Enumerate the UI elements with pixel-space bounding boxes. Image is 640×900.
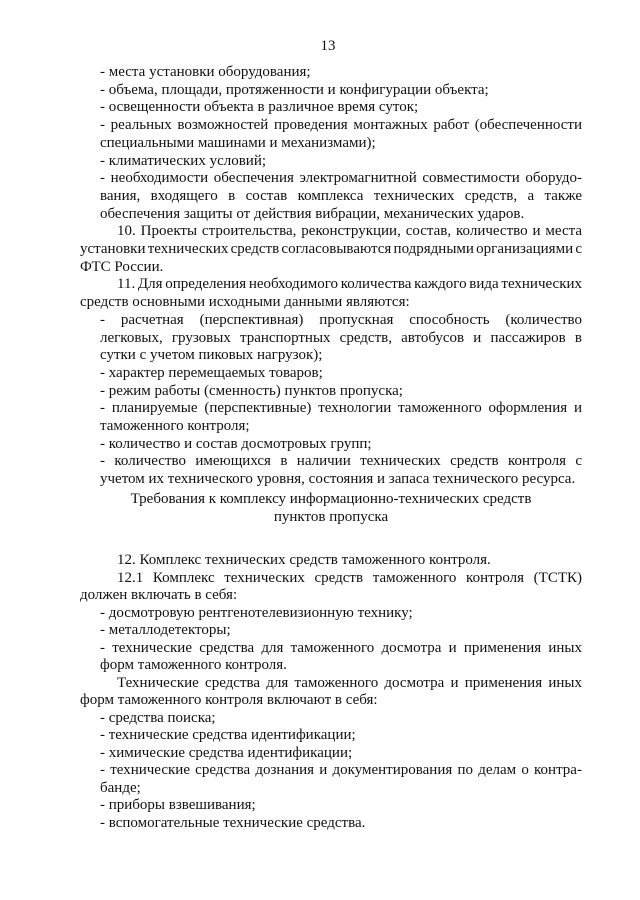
text-line: - освещенности объекта в различное время суток;: [100, 99, 419, 116]
text-line: средств основными исходными данными являются:: [80, 294, 410, 311]
text-line: ФТС России.: [80, 258, 164, 275]
text-line: - вспомогательные технические средства.: [100, 814, 366, 831]
text-line: - досмотровую рентгенотелевизионную технику;: [100, 604, 413, 621]
section-heading-line-2: пунктов пропуска: [273, 509, 389, 525]
text-line: - технические средства для таможенного досмотра и применения иных: [100, 639, 583, 656]
text-line: 10. Проекты строительства, реконструкции, состав, количество и места: [117, 223, 583, 240]
text-line: - химические средства идентификации;: [100, 744, 353, 761]
text-line: 12. Комплекс технических средств таможенного контроля.: [117, 552, 491, 568]
text-line: - характер перемещаемых товаров;: [100, 364, 323, 381]
text-line: форм таможенного контроля включают в себя:: [80, 692, 378, 708]
text-line: вания, входящего в состав комплекса технических средств, а также: [100, 187, 583, 204]
text-line: легковых, грузовых транспортных средств, автобусов и пассажиров в: [100, 329, 582, 346]
text-line: 11. Для определения необходимого количества каждого вида технических: [117, 276, 583, 293]
text-line: форм таможенного контроля.: [100, 657, 287, 673]
text-line: - технические средства идентификации;: [100, 727, 356, 743]
text-line: должен включать в себя:: [80, 587, 238, 603]
text-line: - места установки оборудования;: [100, 64, 311, 80]
text-line: специальными машинами и механизмами);: [100, 134, 376, 151]
text-line: - необходимости обеспечения электромагнитной совместимости оборудо-: [100, 170, 582, 187]
text-line: - реальных возможностей проведения монтажных работ (обеспеченности: [100, 117, 582, 134]
section-heading-line-1: Требования к комплексу информационно-технических средств: [130, 491, 532, 507]
text-line: - приборы взвешивания;: [100, 797, 256, 813]
text-line: - планируемые (перспективные) технологии таможенного оформления и: [100, 400, 582, 417]
text-line: установки технических средств согласовываются подрядными организациями с: [80, 241, 583, 257]
text-line: - металлодетекторы;: [100, 622, 231, 638]
text-line: обеспечения защиты от действия вибрации, механических ударов.: [100, 205, 525, 222]
text-line: - объема, площади, протяженности и конфигурации объекта;: [100, 81, 489, 98]
text-line: - технические средства дознания и документирования по делам о контра-: [100, 762, 582, 778]
text-line: - средства поиска;: [100, 709, 216, 726]
text-line: - расчетная (перспективная) пропускная способность (количество: [100, 311, 583, 328]
text-line: - климатических условий;: [100, 152, 267, 169]
text-line: - количество имеющихся в наличии технических средств контроля с: [100, 453, 583, 470]
text-line: - количество и состав досмотровых групп;: [100, 435, 372, 452]
text-line: сутки с учетом пиковых нагрузок);: [100, 347, 323, 364]
page-number: 13: [320, 38, 336, 54]
text-line: учетом их технического уровня, состояния и запаса технического ресурса.: [100, 471, 576, 488]
text-line: банде;: [100, 779, 141, 796]
text-line: таможенного контроля;: [100, 418, 250, 434]
text-line: 12.1 Комплекс технических средств таможенного контроля (ТСТК): [117, 569, 582, 586]
text-line: - режим работы (сменность) пунктов пропуска;: [100, 382, 403, 399]
text-line: Технические средства для таможенного досмотра и применения иных: [117, 674, 582, 691]
